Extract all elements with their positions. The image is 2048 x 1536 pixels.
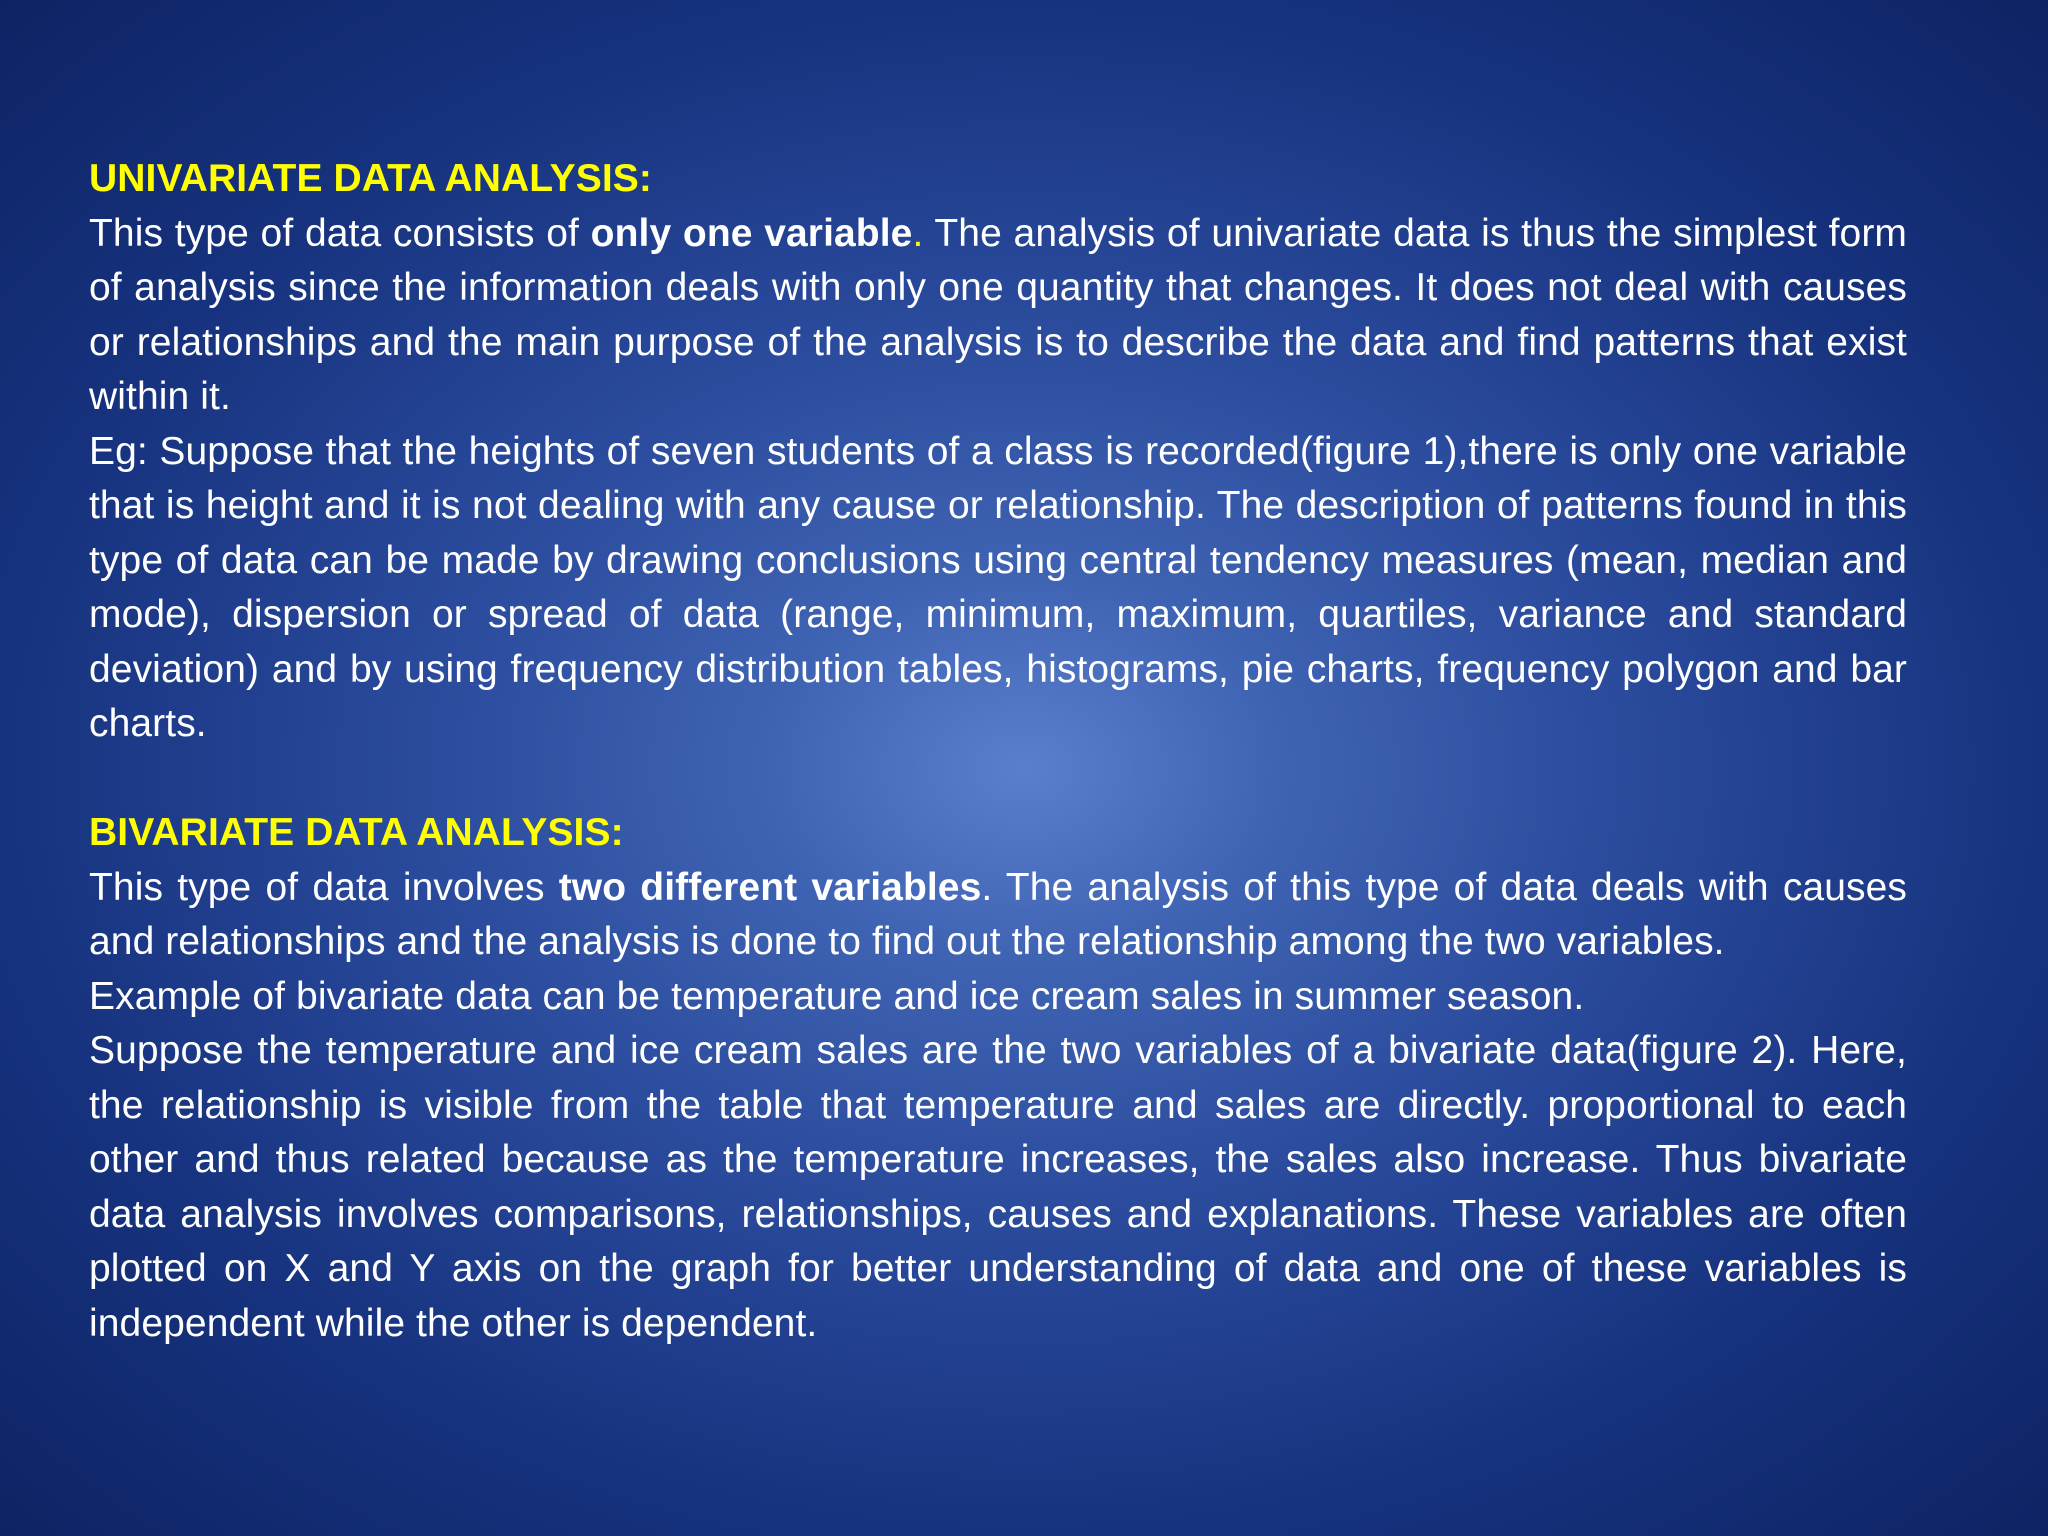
univariate-paragraph-1 — [89, 207, 1907, 425]
slide-content — [89, 152, 1907, 1351]
univariate-p1-pre: This type of data consists of — [89, 211, 591, 255]
univariate-p1-bold: only one variable — [590, 211, 913, 255]
bivariate-paragraph-1 — [89, 861, 1907, 970]
bivariate-p1-bold: two different variables — [558, 865, 982, 909]
univariate-heading: UNIVARIATE DATA ANALYSIS: — [89, 157, 652, 200]
section-spacer — [89, 752, 1907, 807]
bivariate-heading: BIVARIATE DATA ANALYSIS: — [89, 811, 624, 854]
univariate-paragraph-2: Eg: Suppose that the heights of seven students of a class is recorded(figure 1),there is only one variable that is height and it is not dealing with any cause or relationship. The description of patterns found in this type of data can be made by drawing conclusions using central tendency measures (mean, median and mode), dispersion or spread of data (range, minimum, maximum, quartiles, variance and standard deviation) and by using frequency distribution tables, histograms, pie charts, frequency polygon and bar charts. — [89, 429, 1907, 745]
bivariate-paragraph-2: Example of bivariate data can be temperature and ice cream sales in summer season. — [89, 974, 1585, 1018]
univariate-p1-dot: . — [912, 211, 924, 255]
univariate-p1-post: The analysis of univariate data is thus the simplest form of analysis since the information deals with only one quantity that changes. It does not deal with causes or relationships and the main purpose of the analysis is to describe the data and find patterns that exist within it. — [89, 211, 1907, 418]
bivariate-p1-post: . The analysis of this type of data deals with causes and relationships and the analysis is done to find out the relationship among the two variables. — [89, 865, 1907, 963]
bivariate-paragraph-3: Suppose the temperature and ice cream sales are the two variables of a bivariate data(figure 2). Here, the relationship is visible from the table that temperature and sales are directly. proportional to each other and thus related because as the temperature increases, the sales also increase. Thus bivariate data analysis involves comparisons, relationships, causes and explanations. These variables are often plotted on X and Y axis on the graph for better understanding of data and one of these variables is independent while the other is dependent. — [89, 1029, 1907, 1345]
bivariate-p1-pre: This type of data involves — [89, 865, 559, 909]
